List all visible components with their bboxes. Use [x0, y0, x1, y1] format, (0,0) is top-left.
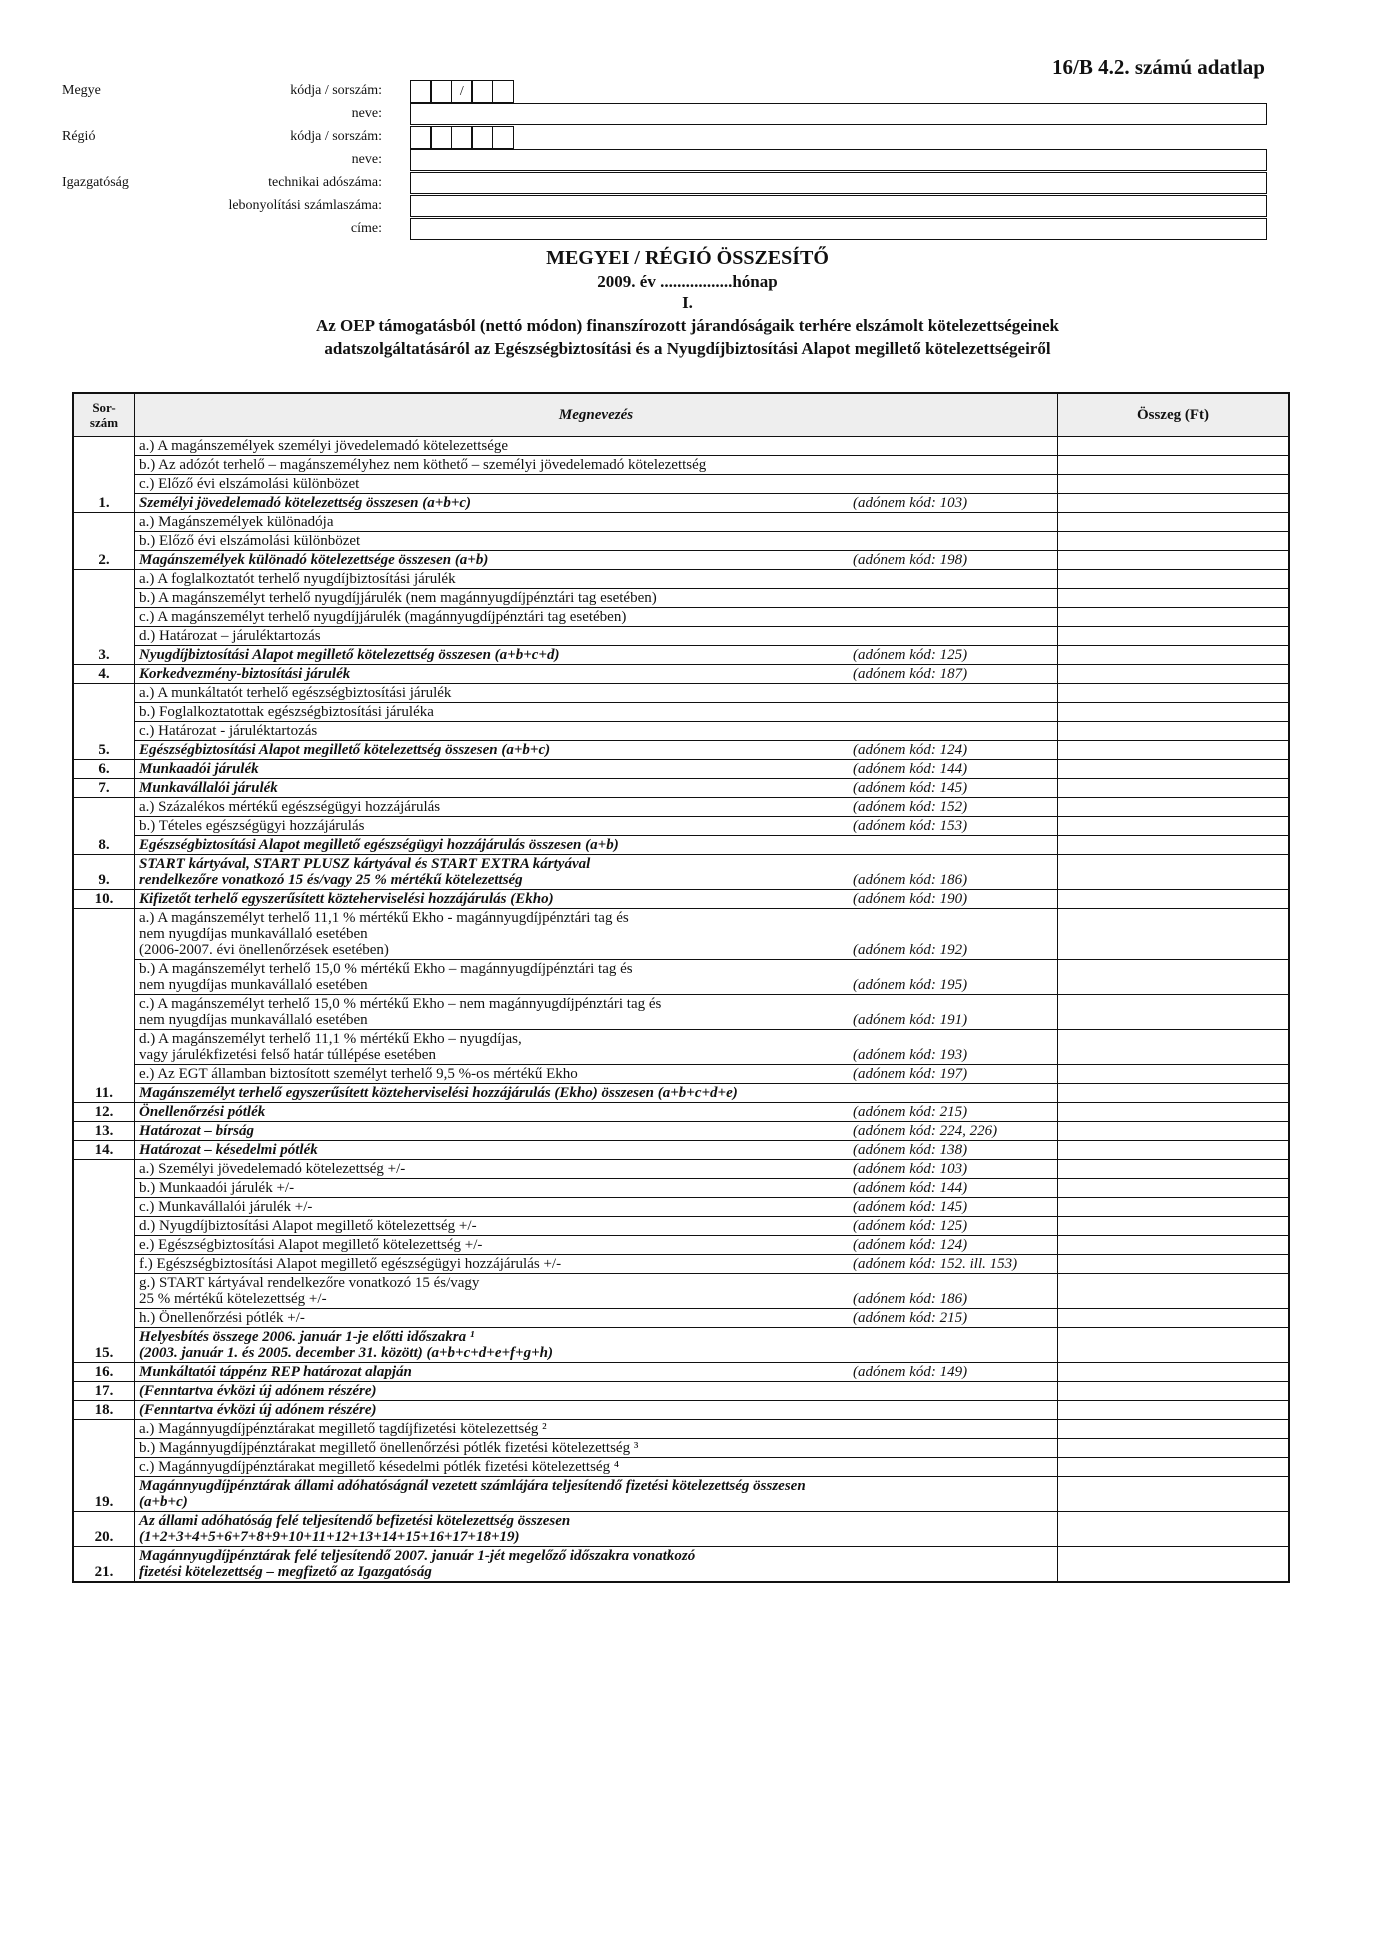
tax-code-label: (adónem kód: 138) [853, 1142, 968, 1158]
table-row [73, 646, 1289, 665]
row-label: a.) A foglalkoztatót terhelő nyugdíjbiztosítási járulék [139, 571, 456, 587]
table-row [73, 437, 1289, 456]
amount-cell[interactable] [1058, 1382, 1290, 1401]
row-description [135, 1420, 1058, 1439]
row-description [135, 1030, 1058, 1065]
amount-cell[interactable] [1058, 1084, 1290, 1103]
amount-cell[interactable] [1058, 1030, 1290, 1065]
row-description [135, 608, 1058, 627]
amount-cell[interactable] [1058, 722, 1290, 741]
row-label: a.) Személyi jövedelemadó kötelezettség +/- [139, 1161, 406, 1177]
row-description [135, 1122, 1058, 1141]
tax-code-label: (adónem kód: 197) [853, 1066, 968, 1082]
amount-cell[interactable] [1058, 494, 1290, 513]
tax-code-label: (adónem kód: 187) [853, 666, 968, 682]
table-row [73, 1309, 1289, 1328]
row-label: Magánnyugdíjpénztárak állami adóhatóságnál vezetett számlájára teljesítendő fizetési kötelezettség összesen (a+b+c) [139, 1478, 806, 1510]
row-description [135, 760, 1058, 779]
row-label: e.) Egészségbiztosítási Alapot megillető kötelezettség +/- [139, 1237, 483, 1253]
row-label: c.) Magánnyugdíjpénztárakat megillető késedelmi pótlék fizetési kötelezettség ⁴ [139, 1459, 620, 1475]
amount-cell[interactable] [1058, 608, 1290, 627]
table-row [73, 1458, 1289, 1477]
row-label: a.) A magánszemélyek személyi jövedelemadó kötelezettsége [139, 438, 509, 454]
row-label: Magánszemélyek különadó kötelezettsége összesen (a+b) [139, 552, 489, 568]
row-label: a.) A munkáltatót terhelő egészségbiztosítási járulék [139, 685, 452, 701]
row-label: c.) A magánszemélyt terhelő nyugdíjjárulék (magánnyugdíjpénztári tag esetében) [139, 609, 627, 625]
row-label: a.) A magánszemélyt terhelő 11,1 % mértékű Ekho - magánnyugdíjpénztári tag és nem nyugdíjas munkavállaló esetében (2006-2007. évi önellenőrzések esetében) [139, 910, 629, 958]
row-label: a.) Magánnyugdíjpénztárakat megillető tagdíjfizetési kötelezettség ² [139, 1421, 547, 1437]
row-label: Határozat – bírság [139, 1123, 255, 1139]
row-number: 16. [73, 1363, 135, 1382]
row-number: 20. [73, 1512, 135, 1547]
row-label: Egészségbiztosítási Alapot megillető egészségügyi hozzájárulás összesen (a+b) [139, 837, 619, 853]
row-number: 4. [73, 665, 135, 684]
row-label: Az állami adóhatóság felé teljesítendő befizetési kötelezettség összesen (1+2+3+4+5+6+7+8+9+10+11+12+13+14+15+16+17+18+19) [139, 1513, 571, 1545]
row-label: b.) Tételes egészségügyi hozzájárulás [139, 818, 365, 834]
row-label: d.) Nyugdíjbiztosítási Alapot megillető kötelezettség +/- [139, 1218, 477, 1234]
row-number: 12. [73, 1103, 135, 1122]
county-name-field[interactable] [410, 103, 1267, 125]
table-row [73, 960, 1289, 995]
form-code: 16/B 4.2. számú adatlap [1052, 55, 1265, 79]
tax-number-field[interactable] [410, 172, 1267, 194]
row-description [135, 1217, 1058, 1236]
amount-cell[interactable] [1058, 817, 1290, 836]
address-label: címe: [350, 221, 382, 236]
region-name-label: neve: [351, 152, 382, 167]
amount-cell[interactable] [1058, 1328, 1290, 1363]
row-number: 1. [73, 437, 135, 513]
tax-code-label: (adónem kód: 125) [853, 1218, 968, 1234]
tax-code-label: (adónem kód: 195) [853, 977, 968, 993]
tax-code-label: (adónem kód: 186) [853, 872, 968, 888]
amount-cell[interactable] [1058, 1512, 1290, 1547]
row-description [135, 741, 1058, 760]
table-row [73, 855, 1289, 890]
table-row [73, 722, 1289, 741]
row-description [135, 627, 1058, 646]
amount-cell[interactable] [1058, 760, 1290, 779]
county-label: Megye [62, 83, 101, 98]
row-number: 14. [73, 1141, 135, 1160]
tax-code-label: (adónem kód: 145) [853, 780, 968, 796]
row-label: Egészségbiztosítási Alapot megillető kötelezettség összesen (a+b+c) [139, 742, 551, 758]
amount-cell[interactable] [1058, 1065, 1290, 1084]
amount-cell[interactable] [1058, 646, 1290, 665]
row-label: f.) Egészségbiztosítási Alapot megillető egészségügyi hozzájárulás +/- [139, 1256, 562, 1272]
amount-cell[interactable] [1058, 890, 1290, 909]
amount-cell[interactable] [1058, 1217, 1290, 1236]
tax-code-label: (adónem kód: 190) [853, 891, 968, 907]
row-description [135, 995, 1058, 1030]
col-amount-header: Összeg (Ft) [1058, 393, 1290, 437]
row-description [135, 1401, 1058, 1420]
period-line: 2009. év .................hónap [597, 272, 778, 291]
row-description [135, 589, 1058, 608]
row-number: 3. [73, 570, 135, 665]
row-label: c.) A magánszemélyt terhelő 15,0 % mértékű Ekho – nem magánnyugdíjpénztári tag és nem nyugdíjas munkavállaló esetében [139, 996, 662, 1028]
table-row [73, 1217, 1289, 1236]
amount-cell[interactable] [1058, 1103, 1290, 1122]
row-description [135, 779, 1058, 798]
table-row [73, 1382, 1289, 1401]
table-row [73, 1420, 1289, 1439]
row-number: 5. [73, 684, 135, 760]
table-row [73, 1477, 1289, 1512]
amount-cell[interactable] [1058, 627, 1290, 646]
table-row [73, 1439, 1289, 1458]
tax-code-label: (adónem kód: 186) [853, 1291, 968, 1307]
tax-code-label: (adónem kód: 149) [853, 1364, 968, 1380]
row-label: Korkedvezmény-biztosítási járulék [139, 666, 351, 682]
row-label: START kártyával, START PLUSZ kártyával és START EXTRA kártyával rendelkezőre vonatkozó 15 és/vagy 25 % mértékű kötelezettség [139, 856, 591, 888]
tax-code-label: (adónem kód: 124) [853, 742, 968, 758]
county-code-boxes[interactable]: / [410, 80, 512, 103]
row-number: 10. [73, 890, 135, 909]
table-row [73, 703, 1289, 722]
row-description [135, 1198, 1058, 1217]
amount-cell[interactable] [1058, 1458, 1290, 1477]
tax-code-label: (adónem kód: 193) [853, 1047, 968, 1063]
tax-code-label: (adónem kód: 224, 226) [853, 1123, 998, 1139]
tax-code-label: (adónem kód: 144) [853, 1180, 968, 1196]
table-row [73, 1401, 1289, 1420]
tax-code-label: (adónem kód: 215) [853, 1310, 968, 1326]
main-title: MEGYEI / RÉGIÓ ÖSSZESÍTŐ [546, 247, 829, 269]
row-description [135, 1309, 1058, 1328]
row-description [135, 1512, 1058, 1547]
row-description [135, 1382, 1058, 1401]
account-field[interactable] [410, 195, 1267, 217]
table-row [73, 1547, 1289, 1583]
tax-number-label: technikai adószáma: [268, 175, 382, 190]
row-number: 2. [73, 513, 135, 570]
table-row [73, 456, 1289, 475]
tax-code-label: (adónem kód: 215) [853, 1104, 968, 1120]
row-number: 8. [73, 798, 135, 855]
col-name-header: Megnevezés [135, 393, 1058, 437]
table-row [73, 909, 1289, 960]
amount-cell[interactable] [1058, 836, 1290, 855]
row-description [135, 646, 1058, 665]
table-row [73, 1084, 1289, 1103]
obligations-table [72, 392, 1290, 1583]
section-number: I. [682, 293, 693, 312]
row-description [135, 1141, 1058, 1160]
row-description [135, 909, 1058, 960]
table-row [73, 1255, 1289, 1274]
amount-cell[interactable] [1058, 1160, 1290, 1179]
row-label: Munkáltatói táppénz REP határozat alapján [139, 1364, 412, 1380]
row-label: b.) Munkaadói járulék +/- [139, 1180, 295, 1196]
table-row [73, 532, 1289, 551]
row-description [135, 1236, 1058, 1255]
table-row [73, 1179, 1289, 1198]
table-row [73, 1274, 1289, 1309]
table-row [73, 836, 1289, 855]
row-description [135, 1458, 1058, 1477]
col-num-header: Sor- szám [73, 393, 135, 437]
description-line-1: Az OEP támogatásból (nettó módon) finanszírozott járandóságaik terhére elszámolt kötelezettségeinek [315, 316, 1059, 335]
row-description [135, 722, 1058, 741]
row-label: b.) Előző évi elszámolási különbözet [139, 533, 361, 549]
row-number: 21. [73, 1547, 135, 1583]
row-label: a.) Magánszemélyek különadója [139, 514, 334, 530]
amount-cell[interactable] [1058, 1274, 1290, 1309]
table-row [73, 608, 1289, 627]
account-label: lebonyolítási számlaszáma: [228, 198, 382, 213]
row-label: e.) Az EGT államban biztosított személyt terhelő 9,5 %-os mértékű Ekho [139, 1066, 578, 1082]
row-description [135, 1328, 1058, 1363]
row-description [135, 1439, 1058, 1458]
amount-cell[interactable] [1058, 1401, 1290, 1420]
amount-cell[interactable] [1058, 513, 1290, 532]
directorate-label: Igazgatóság [62, 175, 129, 190]
table-row [73, 475, 1289, 494]
amount-cell[interactable] [1058, 1236, 1290, 1255]
row-label: Magánszemélyt terhelő egyszerűsített közteherviselési hozzájárulás (Ekho) összesen (a+b+c+d+e) [139, 1085, 738, 1101]
row-label: c.) Előző évi elszámolási különbözet [139, 476, 360, 492]
row-description [135, 1363, 1058, 1382]
tax-code-label: (adónem kód: 192) [853, 942, 968, 958]
row-description [135, 1274, 1058, 1309]
row-description [135, 1477, 1058, 1512]
amount-cell[interactable] [1058, 1179, 1290, 1198]
region-code-label: kódja / sorszám: [290, 129, 382, 144]
county-name-label: neve: [351, 106, 382, 121]
row-number: 11. [73, 909, 135, 1103]
amount-cell[interactable] [1058, 1420, 1290, 1439]
row-label: (Fenntartva évközi új adónem részére) [139, 1402, 377, 1418]
row-description [135, 703, 1058, 722]
row-description [135, 456, 1058, 475]
row-description [135, 513, 1058, 532]
tax-code-label: (adónem kód: 145) [853, 1199, 968, 1215]
table-row [73, 665, 1289, 684]
table-row [73, 1198, 1289, 1217]
row-description [135, 475, 1058, 494]
amount-cell[interactable] [1058, 684, 1290, 703]
row-description [135, 1084, 1058, 1103]
amount-cell[interactable] [1058, 1141, 1290, 1160]
amount-cell[interactable] [1058, 1547, 1290, 1583]
row-description [135, 1065, 1058, 1084]
region-name-field[interactable] [410, 149, 1267, 171]
amount-cell[interactable] [1058, 475, 1290, 494]
row-description [135, 570, 1058, 589]
amount-cell[interactable] [1058, 855, 1290, 890]
amount-cell[interactable] [1058, 741, 1290, 760]
row-label: Nyugdíjbiztosítási Alapot megillető kötelezettség összesen (a+b+c+d) [139, 647, 560, 663]
county-code-label: kódja / sorszám: [290, 83, 382, 98]
row-description [135, 836, 1058, 855]
row-description [135, 665, 1058, 684]
table-row [73, 494, 1289, 513]
row-label: d.) A magánszemélyt terhelő 11,1 % mértékű Ekho – nyugdíjas, vagy járulékfizetési felső határ túllépése esetében [139, 1031, 522, 1063]
table-row [73, 1236, 1289, 1255]
row-label: Önellenőrzési pótlék [139, 1104, 266, 1120]
amount-cell[interactable] [1058, 570, 1290, 589]
row-description [135, 960, 1058, 995]
row-label: Határozat – késedelmi pótlék [139, 1142, 318, 1158]
table-row [73, 779, 1289, 798]
amount-cell[interactable] [1058, 437, 1290, 456]
region-code-boxes[interactable] [410, 126, 512, 149]
tax-code-label: (adónem kód: 153) [853, 818, 968, 834]
table-row [73, 1122, 1289, 1141]
amount-cell[interactable] [1058, 1198, 1290, 1217]
row-label: Helyesbítés összege 2006. január 1-je előtti időszakra ¹ (2003. január 1. és 2005. december 31. között) (a+b+c+d+e+f+g+h) [139, 1329, 553, 1361]
table-row [73, 684, 1289, 703]
row-label: Munkaadói járulék [139, 761, 259, 777]
tax-code-label: (adónem kód: 152. ill. 153) [853, 1256, 1018, 1272]
amount-cell[interactable] [1058, 1122, 1290, 1141]
row-description [135, 437, 1058, 456]
table-row [73, 798, 1289, 817]
row-label: Munkavállalói járulék [139, 780, 278, 796]
amount-cell[interactable] [1058, 665, 1290, 684]
table-row [73, 1065, 1289, 1084]
row-number: 18. [73, 1401, 135, 1420]
row-number: 6. [73, 760, 135, 779]
row-number: 13. [73, 1122, 135, 1141]
row-label: Személyi jövedelemadó kötelezettség összesen (a+b+c) [139, 495, 472, 511]
row-description [135, 855, 1058, 890]
row-label: Kifizetőt terhelő egyszerűsített közteherviselési hozzájárulás (Ekho) [139, 891, 554, 907]
row-label: c.) Határozat - járuléktartozás [139, 723, 318, 739]
table-row [73, 1363, 1289, 1382]
description-line-2: adatszolgáltatásáról az Egészségbiztosítási és a Nyugdíjbiztosítási Alapot megillető kötelezettségeiről [324, 339, 1051, 358]
amount-cell[interactable] [1058, 779, 1290, 798]
table-row [73, 760, 1289, 779]
table-row [73, 551, 1289, 570]
table-row [73, 589, 1289, 608]
table-row [73, 1512, 1289, 1547]
amount-cell[interactable] [1058, 960, 1290, 995]
row-label: b.) A magánszemélyt terhelő nyugdíjjárulék (nem magánnyugdíjpénztári tag esetében) [139, 590, 657, 606]
row-label: h.) Önellenőrzési pótlék +/- [139, 1310, 305, 1326]
amount-cell[interactable] [1058, 909, 1290, 960]
tax-code-label: (adónem kód: 144) [853, 761, 968, 777]
amount-cell[interactable] [1058, 1309, 1290, 1328]
row-number: 9. [73, 855, 135, 890]
amount-cell[interactable] [1058, 456, 1290, 475]
row-description [135, 1160, 1058, 1179]
table-row [73, 890, 1289, 909]
row-label: Magánnyugdíjpénztárak felé teljesítendő 2007. január 1-jét megelőző időszakra vonatkozó fizetési kötelezettség – megfizető az Igazgatóság [139, 1548, 696, 1580]
amount-cell[interactable] [1058, 703, 1290, 722]
row-description [135, 1255, 1058, 1274]
table-row [73, 1160, 1289, 1179]
row-description [135, 494, 1058, 513]
table-row [73, 995, 1289, 1030]
row-description [135, 1103, 1058, 1122]
row-description [135, 1547, 1058, 1583]
tax-code-label: (adónem kód: 103) [853, 495, 968, 511]
table-row [73, 1328, 1289, 1363]
row-description [135, 532, 1058, 551]
table-row [73, 1103, 1289, 1122]
row-label: (Fenntartva évközi új adónem részére) [139, 1383, 377, 1399]
amount-cell[interactable] [1058, 1439, 1290, 1458]
row-label: b.) A magánszemélyt terhelő 15,0 % mértékű Ekho – magánnyugdíjpénztári tag és nem nyugdíjas munkavállaló esetében [139, 961, 633, 993]
row-description [135, 798, 1058, 817]
row-number: 17. [73, 1382, 135, 1401]
row-number: 15. [73, 1160, 135, 1363]
row-number: 19. [73, 1420, 135, 1512]
amount-cell[interactable] [1058, 798, 1290, 817]
amount-cell[interactable] [1058, 589, 1290, 608]
table-row [73, 1030, 1289, 1065]
tax-code-label: (adónem kód: 152) [853, 799, 968, 815]
tax-code-label: (adónem kód: 198) [853, 552, 968, 568]
row-number: 7. [73, 779, 135, 798]
amount-cell[interactable] [1058, 1477, 1290, 1512]
table-row [73, 741, 1289, 760]
row-label: b.) Az adózót terhelő – magánszemélyhez nem köthető – személyi jövedelemadó kötelezettség [139, 457, 707, 473]
table-row [73, 817, 1289, 836]
row-label: d.) Határozat – járuléktartozás [139, 628, 321, 644]
row-description [135, 684, 1058, 703]
table-row [73, 627, 1289, 646]
row-label: a.) Százalékos mértékű egészségügyi hozzájárulás [139, 799, 441, 815]
tax-code-label: (adónem kód: 191) [853, 1012, 968, 1028]
row-description [135, 1179, 1058, 1198]
row-label: c.) Munkavállalói járulék +/- [139, 1199, 313, 1215]
amount-cell[interactable] [1058, 1363, 1290, 1382]
row-label: b.) Magánnyugdíjpénztárakat megillető önellenőrzési pótlék fizetési kötelezettség ³ [139, 1440, 639, 1456]
tax-code-label: (adónem kód: 124) [853, 1237, 968, 1253]
row-description [135, 890, 1058, 909]
row-label: b.) Foglalkoztatottak egészségbiztosítási járuléka [139, 704, 434, 720]
table-row [73, 1141, 1289, 1160]
amount-cell[interactable] [1058, 995, 1290, 1030]
tax-code-label: (adónem kód: 125) [853, 647, 968, 663]
amount-cell[interactable] [1058, 551, 1290, 570]
tax-code-label: (adónem kód: 103) [853, 1161, 968, 1177]
row-description [135, 817, 1058, 836]
region-label: Régió [62, 129, 96, 144]
table-row [73, 570, 1289, 589]
amount-cell[interactable] [1058, 532, 1290, 551]
amount-cell[interactable] [1058, 1255, 1290, 1274]
table-row [73, 513, 1289, 532]
row-label: g.) START kártyával rendelkezőre vonatkozó 15 és/vagy 25 % mértékű kötelezettség +/- [139, 1275, 480, 1307]
address-field[interactable] [410, 218, 1267, 240]
row-description [135, 551, 1058, 570]
